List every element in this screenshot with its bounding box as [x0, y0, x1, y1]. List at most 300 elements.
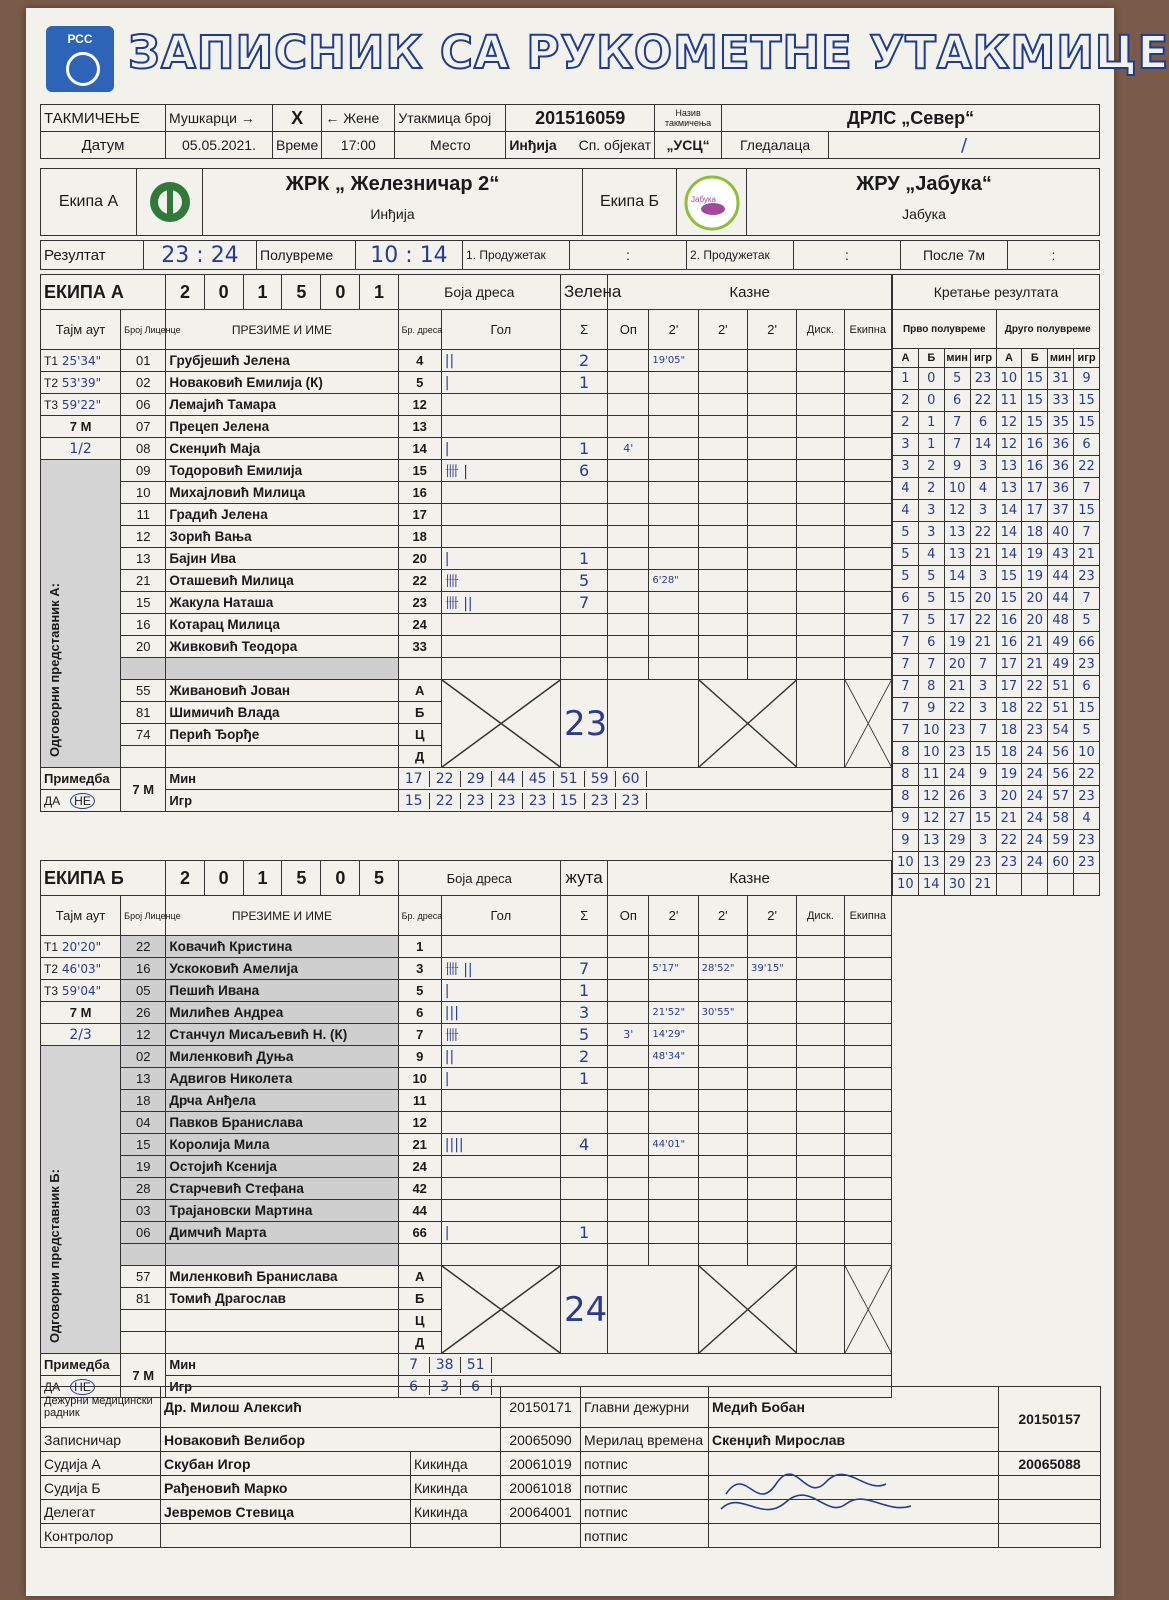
suspension-1 — [649, 438, 698, 460]
official-name: Миленковић Бранислава — [166, 1266, 398, 1288]
seven-m-value: 23 — [616, 793, 647, 809]
progress-cell: 20 — [970, 588, 996, 610]
team-total-goals: 24 — [560, 1266, 607, 1354]
goals-sum — [560, 416, 607, 438]
progress-cell: 3 — [893, 434, 919, 456]
license-cell: 11 — [121, 504, 166, 526]
seven-m-row — [41, 790, 892, 812]
chief-label: Главни дежурни — [581, 1387, 709, 1428]
progress-cell: 36 — [1048, 456, 1074, 478]
license-cell: 12 — [121, 526, 166, 548]
progress-cell: 7 — [893, 610, 919, 632]
disq-cell — [797, 636, 844, 658]
suspension-3 — [747, 636, 796, 658]
team-total-goals: 23 — [560, 680, 607, 768]
warning-cell — [608, 394, 649, 416]
first-half-label: Прво полувреме — [893, 310, 997, 349]
progress-cell: 18 — [996, 720, 1022, 742]
goals-sum: 7 — [560, 958, 607, 980]
progress-row — [893, 698, 1100, 720]
team-pen-cell — [844, 1112, 891, 1134]
license-cell: 18 — [121, 1090, 166, 1112]
timeout-label: Т3 — [44, 397, 59, 412]
progress-cell: 12 — [918, 808, 944, 830]
suspension-1: 5'17" — [649, 958, 698, 980]
warning-cell — [608, 372, 649, 394]
seven-m-value: 6 — [461, 1379, 492, 1395]
spectators-label: Гледалаца — [722, 132, 829, 159]
progress-cell: 10 — [996, 368, 1022, 390]
penalties-label-b: Казне — [608, 861, 892, 896]
blank-cell — [398, 1244, 441, 1266]
disq-cell — [797, 980, 844, 1002]
col-2min: 2' — [649, 896, 698, 936]
goals-tally: || — [441, 1046, 560, 1068]
warning-cell — [608, 1156, 649, 1178]
suspension-2 — [698, 592, 747, 614]
time-value: 17:00 — [322, 132, 395, 159]
suspension-3 — [747, 526, 796, 548]
progress-cell: 16 — [1022, 456, 1048, 478]
license-cell: 20 — [121, 636, 166, 658]
progress-cell: 10 — [944, 478, 970, 500]
player-name: Королија Мила — [166, 1134, 398, 1156]
progress-cell: 23 — [1022, 720, 1048, 742]
license-cell: 15 — [121, 592, 166, 614]
warning-cell — [608, 416, 649, 438]
yes-label: ДА — [44, 793, 61, 808]
official-license: 81 — [121, 702, 166, 724]
progress-cell: 15 — [1022, 390, 1048, 412]
progress-row — [893, 654, 1100, 676]
code-digit: 5 — [282, 275, 321, 309]
license-cell: 28 — [121, 1178, 166, 1200]
goals-tally — [441, 504, 560, 526]
progress-row — [893, 456, 1100, 478]
disq-cell — [797, 416, 844, 438]
team-a-city: Инђија — [370, 206, 415, 222]
official-name: Шимичић Влада — [166, 702, 398, 724]
player-row — [41, 526, 892, 548]
goals-tally: || — [441, 350, 560, 372]
sign-label: потпис — [581, 1452, 709, 1476]
ref-b-id: 20061018 — [501, 1476, 581, 1500]
scorer-name: Новаковић Велибор — [161, 1428, 501, 1452]
warning-cell — [608, 548, 649, 570]
progress-cell: 20 — [1022, 588, 1048, 610]
progress-cell: 21 — [944, 676, 970, 698]
progress-cell: 6 — [1074, 434, 1100, 456]
timeout-cell — [41, 980, 121, 1002]
progress-cell: 5 — [918, 588, 944, 610]
goals-sum: 4 — [560, 1134, 607, 1156]
suspension-3 — [747, 438, 796, 460]
progress-cell: 16 — [996, 610, 1022, 632]
delegate-id: 20064001 — [501, 1500, 581, 1524]
team-pen-cell — [844, 526, 891, 548]
team-pen-cell — [844, 958, 891, 980]
suspension-1 — [649, 1156, 698, 1178]
suspension-2 — [698, 1024, 747, 1046]
team-pen-cell — [844, 636, 891, 658]
jersey-no: 13 — [398, 416, 441, 438]
penalty-crossed-box — [698, 680, 797, 768]
progress-cell: 3 — [970, 830, 996, 852]
warning-cell — [608, 1046, 649, 1068]
seven-m-values — [398, 1354, 891, 1376]
progress-cell: 24 — [1022, 742, 1048, 764]
progress-cell: 23 — [1074, 852, 1100, 874]
progress-cell: 43 — [1048, 544, 1074, 566]
progress-cell: 3 — [970, 456, 996, 478]
team-pen-cell — [844, 614, 891, 636]
progress-cell: 12 — [996, 434, 1022, 456]
progress-cell: 16 — [1022, 434, 1048, 456]
progress-cell: 23 — [1074, 654, 1100, 676]
team-pen-crossed-box — [844, 680, 891, 768]
progress-label: Кретање резултата — [893, 275, 1100, 310]
progress-cell: 14 — [918, 874, 944, 896]
goals-tally — [441, 1156, 560, 1178]
seven-m-min_label: Мин — [166, 768, 398, 790]
col-license: Број Лиценце — [121, 310, 166, 350]
venue-value: „УСЦ“ — [655, 132, 722, 159]
col-jersey: Бр. дреса — [398, 310, 441, 350]
team-pen-cell — [844, 372, 891, 394]
seven-m-value: 17 — [399, 771, 430, 787]
timer-id: 20065088 — [999, 1452, 1101, 1476]
suspension-3: 39'15" — [747, 958, 796, 980]
progress-row — [893, 368, 1100, 390]
warning-cell — [608, 1112, 649, 1134]
goals-sum: 5 — [560, 1024, 607, 1046]
suspension-1: 21'52" — [649, 1002, 698, 1024]
jersey-no: 44 — [398, 1200, 441, 1222]
suspension-2 — [698, 416, 747, 438]
player-name: Лемајић Тамара — [166, 394, 398, 416]
progress-cell: 20 — [996, 786, 1022, 808]
col-sum: Σ — [560, 896, 607, 936]
progress-subheader-cell: Б — [918, 349, 944, 368]
progress-cell: 2 — [918, 456, 944, 478]
code-digit: 5 — [360, 861, 398, 895]
match-no-label: Утакмица број — [395, 105, 506, 132]
license-cell: 16 — [121, 614, 166, 636]
seven-m-values — [398, 790, 891, 812]
goals-tally — [441, 1090, 560, 1112]
suspension-2 — [698, 526, 747, 548]
team-b-section-label: ЕКИПА Б — [41, 861, 166, 896]
jersey-no: 23 — [398, 592, 441, 614]
disq-cell — [797, 1134, 844, 1156]
official-role: Б — [398, 1288, 441, 1310]
goals-tally — [441, 1112, 560, 1134]
progress-cell: 35 — [1048, 412, 1074, 434]
progress-row — [893, 742, 1100, 764]
player-name: Живковић Теодора — [166, 636, 398, 658]
progress-cell: 12 — [918, 786, 944, 808]
progress-cell: 9 — [944, 456, 970, 478]
team-pen-cell — [844, 438, 891, 460]
progress-subheader-cell: игр — [970, 349, 996, 368]
suspension-2 — [698, 1156, 747, 1178]
warning-cell — [608, 1200, 649, 1222]
progress-cell: 0 — [918, 368, 944, 390]
progress-cell: 6 — [944, 390, 970, 412]
progress-cell: 1 — [918, 434, 944, 456]
progress-cell: 10 — [918, 742, 944, 764]
player-name: Грубјешић Јелена — [166, 350, 398, 372]
timer-label: Мерилац времена — [581, 1428, 709, 1452]
official-role: Б — [398, 702, 441, 724]
progress-cell: 49 — [1048, 654, 1074, 676]
warning-cell — [608, 526, 649, 548]
progress-cell: 30 — [944, 874, 970, 896]
suspension-2 — [698, 372, 747, 394]
progress-cell: 23 — [944, 742, 970, 764]
blank-cell — [121, 1244, 166, 1266]
seven-m-value: 38 — [430, 1357, 461, 1373]
suspension-3 — [747, 372, 796, 394]
ref-a-name: Скубан Игор — [161, 1452, 411, 1476]
jersey-no: 3 — [398, 958, 441, 980]
progress-subheader-cell: игр — [1074, 349, 1100, 368]
suspension-2 — [698, 1112, 747, 1134]
player-name: Димчић Марта — [166, 1222, 398, 1244]
progress-cell: 4 — [1074, 808, 1100, 830]
team-pen-crossed-box — [844, 1266, 891, 1354]
disq-cell — [797, 438, 844, 460]
license-cell: 22 — [121, 936, 166, 958]
progress-cell: 27 — [944, 808, 970, 830]
goals-tally: 卌 | — [441, 460, 560, 482]
official-license: 55 — [121, 680, 166, 702]
goals-tally: | — [441, 548, 560, 570]
ot1-label: 1. Продужетак — [463, 241, 570, 270]
seven-m-igr_label: Игр — [166, 790, 398, 812]
officials-table — [40, 1386, 1101, 1548]
suspension-3 — [747, 416, 796, 438]
progress-cell: 3 — [918, 500, 944, 522]
goals-sum — [560, 936, 607, 958]
license-cell: 26 — [121, 1002, 166, 1024]
progress-cell: 26 — [944, 786, 970, 808]
progress-cell: 5 — [1074, 610, 1100, 632]
suspension-1 — [649, 1222, 698, 1244]
timeout-label: Т2 — [44, 375, 59, 390]
player-row — [41, 614, 892, 636]
blank-cell — [398, 658, 441, 680]
progress-cell: 5 — [944, 368, 970, 390]
empty-cell — [999, 1476, 1101, 1500]
timeout-label: Т1 — [44, 353, 59, 368]
col-timeout: Тајм аут — [41, 310, 121, 350]
jersey-no: 22 — [398, 570, 441, 592]
player-row — [41, 1178, 892, 1200]
progress-row — [893, 478, 1100, 500]
suspension-2 — [698, 614, 747, 636]
player-row — [41, 350, 892, 372]
progress-row — [893, 852, 1100, 874]
code-digit: 0 — [321, 275, 360, 309]
warning-cell — [608, 1134, 649, 1156]
progress-cell: 5 — [918, 566, 944, 588]
suspension-1 — [649, 1178, 698, 1200]
code-digit: 2 — [166, 861, 204, 895]
official-role: Д — [398, 746, 441, 768]
progress-cell: 14 — [944, 566, 970, 588]
player-name: Пешић Ивана — [166, 980, 398, 1002]
match-record-sheet — [26, 8, 1169, 1596]
jersey-no: 6 — [398, 1002, 441, 1024]
official-row — [41, 1266, 892, 1288]
progress-cell: 15 — [996, 588, 1022, 610]
progress-cell: 11 — [918, 764, 944, 786]
warning-cell — [608, 460, 649, 482]
team-a-name: ЖРК „ Железничар 2“ — [285, 173, 500, 195]
no-label-circled: НЕ — [70, 1379, 95, 1395]
player-row — [41, 958, 892, 980]
warning-cell — [608, 1002, 649, 1024]
col-goal: Гол — [441, 310, 560, 350]
goals-sum: 1 — [560, 372, 607, 394]
goals-tally — [441, 526, 560, 548]
place-label: Место — [395, 132, 506, 159]
suspension-1 — [649, 460, 698, 482]
disq-cell — [797, 1002, 844, 1024]
progress-cell: 21 — [970, 632, 996, 654]
progress-row — [893, 434, 1100, 456]
jersey-no: 12 — [398, 394, 441, 416]
col-2min: 2' — [649, 310, 698, 350]
seven-m-igr_label: Игр — [166, 1376, 398, 1398]
progress-cell: 21 — [1074, 544, 1100, 566]
col-name: ПРЕЗИМЕ И ИМЕ — [166, 310, 398, 350]
competition-label: ТАКМИЧЕЊЕ — [41, 105, 166, 132]
disq-cell — [797, 1222, 844, 1244]
progress-row — [893, 874, 1100, 896]
player-name: Старчевић Стефана — [166, 1178, 398, 1200]
team-b-code — [166, 861, 398, 896]
license-cell: 06 — [121, 394, 166, 416]
blank-row — [41, 1244, 892, 1266]
team-b-table — [40, 860, 892, 1398]
women-label: ← Жене — [322, 105, 395, 132]
progress-cell: 24 — [1022, 764, 1048, 786]
progress-cell: 21 — [1022, 632, 1048, 654]
progress-cell: 10 — [893, 874, 919, 896]
disq-cell — [797, 1024, 844, 1046]
license-cell: 02 — [121, 1046, 166, 1068]
progress-cell: 23 — [970, 852, 996, 874]
blank-cell — [121, 658, 166, 680]
progress-cell: 36 — [1048, 434, 1074, 456]
progress-subheader-cell: мин — [944, 349, 970, 368]
disq-cell — [797, 570, 844, 592]
license-cell: 10 — [121, 482, 166, 504]
seven-m-value: 51 — [554, 771, 585, 787]
team-pen-cell — [844, 1024, 891, 1046]
empty-cell — [999, 1524, 1101, 1548]
progress-cell: 40 — [1048, 522, 1074, 544]
warning-cell — [608, 614, 649, 636]
timeout-cell — [41, 958, 121, 980]
goals-sum — [560, 394, 607, 416]
suspension-1 — [649, 394, 698, 416]
progress-cell: 36 — [1048, 478, 1074, 500]
date-value: 05.05.2021. — [166, 132, 273, 159]
half-score: 10 : 14 — [356, 241, 463, 270]
suspension-2 — [698, 936, 747, 958]
remark-yes-no — [41, 790, 121, 812]
remark-label: Примедба — [41, 768, 121, 790]
scorer-label: Записничар — [41, 1428, 161, 1452]
team-pen-cell — [844, 1178, 891, 1200]
progress-cell: 23 — [1074, 830, 1100, 852]
blank-cell — [797, 658, 844, 680]
seven-m-value: 23 — [492, 793, 523, 809]
progress-cell: 66 — [1074, 632, 1100, 654]
goals-tally: | — [441, 1068, 560, 1090]
seven-m-value: 15 — [399, 793, 430, 809]
goals-sum — [560, 614, 607, 636]
team-a-label: Екипа А — [41, 169, 137, 235]
progress-row — [893, 764, 1100, 786]
progress-cell: 21 — [1022, 654, 1048, 676]
suspension-2 — [698, 1134, 747, 1156]
sign-label: потпис — [581, 1500, 709, 1524]
ref-a-id: 20061019 — [501, 1452, 581, 1476]
team-pen-cell — [844, 936, 891, 958]
official-name — [166, 746, 398, 768]
jersey-no: 7 — [398, 1024, 441, 1046]
license-cell: 21 — [121, 570, 166, 592]
player-row — [41, 416, 892, 438]
player-name: Прецеп Јелена — [166, 416, 398, 438]
seven-m-handwritten: 2/3 — [41, 1024, 121, 1046]
seven-m-value: 51 — [461, 1357, 492, 1373]
seven-m-label: 7 М — [121, 1354, 166, 1398]
progress-cell: 7 — [970, 720, 996, 742]
jersey-no: 24 — [398, 614, 441, 636]
suspension-2 — [698, 1178, 747, 1200]
timer-name: Скенџић Мирослав — [709, 1428, 999, 1452]
suspension-2 — [698, 438, 747, 460]
progress-cell: 44 — [1048, 588, 1074, 610]
result-label: Резултат — [41, 241, 144, 270]
team-pen-cell — [844, 1200, 891, 1222]
progress-row — [893, 566, 1100, 588]
seven-m-handwritten: 1/2 — [41, 438, 121, 460]
progress-cell: 12 — [996, 412, 1022, 434]
progress-cell: 19 — [944, 632, 970, 654]
code-digit: 5 — [282, 861, 321, 895]
player-row — [41, 1002, 892, 1024]
jersey-no: 14 — [398, 438, 441, 460]
progress-cell: 10 — [893, 852, 919, 874]
goal-crossed-box — [441, 1266, 560, 1354]
progress-cell: 3 — [970, 566, 996, 588]
col-disq: Диск. — [797, 310, 844, 350]
progress-cell: 56 — [1048, 764, 1074, 786]
suspension-1 — [649, 1068, 698, 1090]
suspension-1 — [649, 614, 698, 636]
no-label-circled: НЕ — [70, 793, 95, 809]
progress-cell: 13 — [996, 456, 1022, 478]
medic-name: Др. Милош Алексић — [161, 1387, 501, 1428]
progress-cell: 7 — [944, 412, 970, 434]
progress-cell: 6 — [918, 632, 944, 654]
